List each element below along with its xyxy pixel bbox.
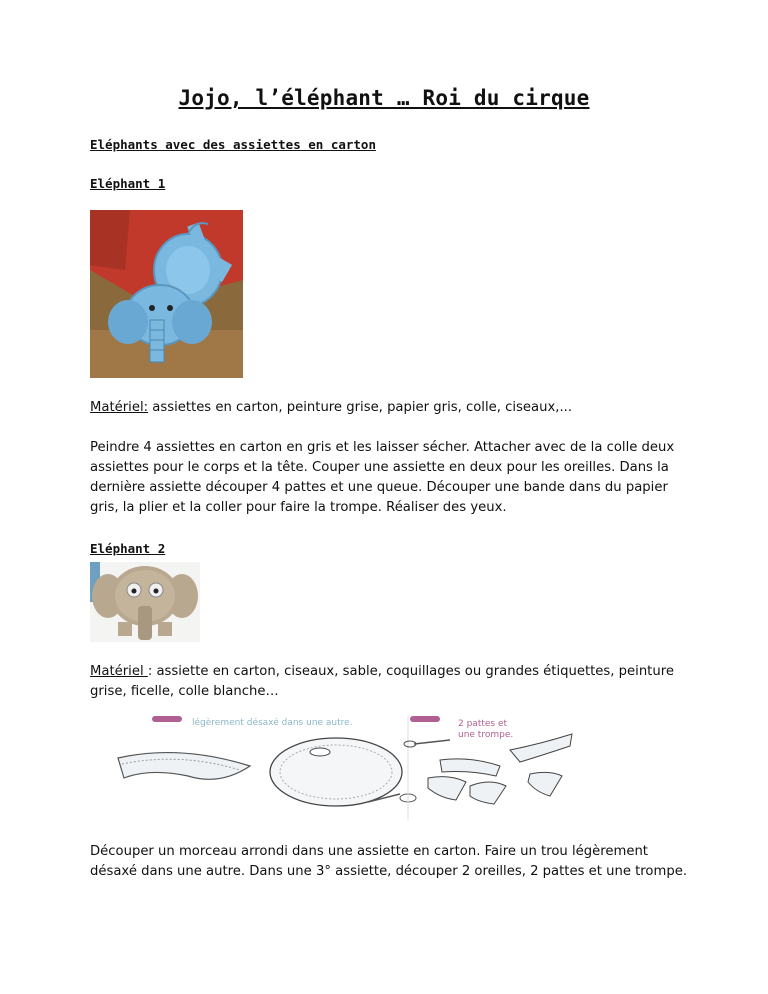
diagram-caption-right-1: 2 pattes et [458,719,508,729]
elephant2-materiel [90,662,690,702]
section-heading: Eléphants avec des assiettes en carton [90,137,376,152]
elephant1-heading: Eléphant 1 [90,176,166,191]
cutting-diagram [110,716,580,820]
materiel-text: assiettes en carton, peinture grise, papier gris, colle, ciseaux,... [148,400,573,415]
elephant1-materiel [90,398,690,418]
elephant2-photo [90,562,200,642]
elephant2-instructions: Découper un morceau arrondi dans une assiette en carton. Faire un trou légèrement désaxé dans une autre. Dans une 3° assiette, découper 2 oreilles, 2 pattes et une trompe. [90,844,688,879]
materiel-text-2: : assiette en carton, ciseaux, sable, coquillages ou grandes étiquettes, peinture grise, ficelle, colle blanche… [90,664,674,699]
materiel-label: Matériel: [90,400,149,415]
page-title: Jojo, l’éléphant … Roi du cirque [178,86,590,110]
elephant1-photo [90,210,243,378]
diagram-caption-left: légèrement désaxé dans une autre. [192,718,353,728]
materiel-label-2: Matériel [90,664,148,679]
elephant1-instructions: Peindre 4 assiettes en carton en gris et les laisser sécher. Attacher avec de la colle deux assiettes pour le corps et la tête. Couper une assiette en deux pour les oreilles. Dans la dernière assiette découper 4 pattes et une queue. Découper une bande dans du papier gris, la plier et la coller pour faire la trompe. Réaliser des yeux. [90,440,675,515]
diagram-caption-right-2: une trompe. [458,730,514,740]
elephant2-heading: Eléphant 2 [90,541,166,556]
